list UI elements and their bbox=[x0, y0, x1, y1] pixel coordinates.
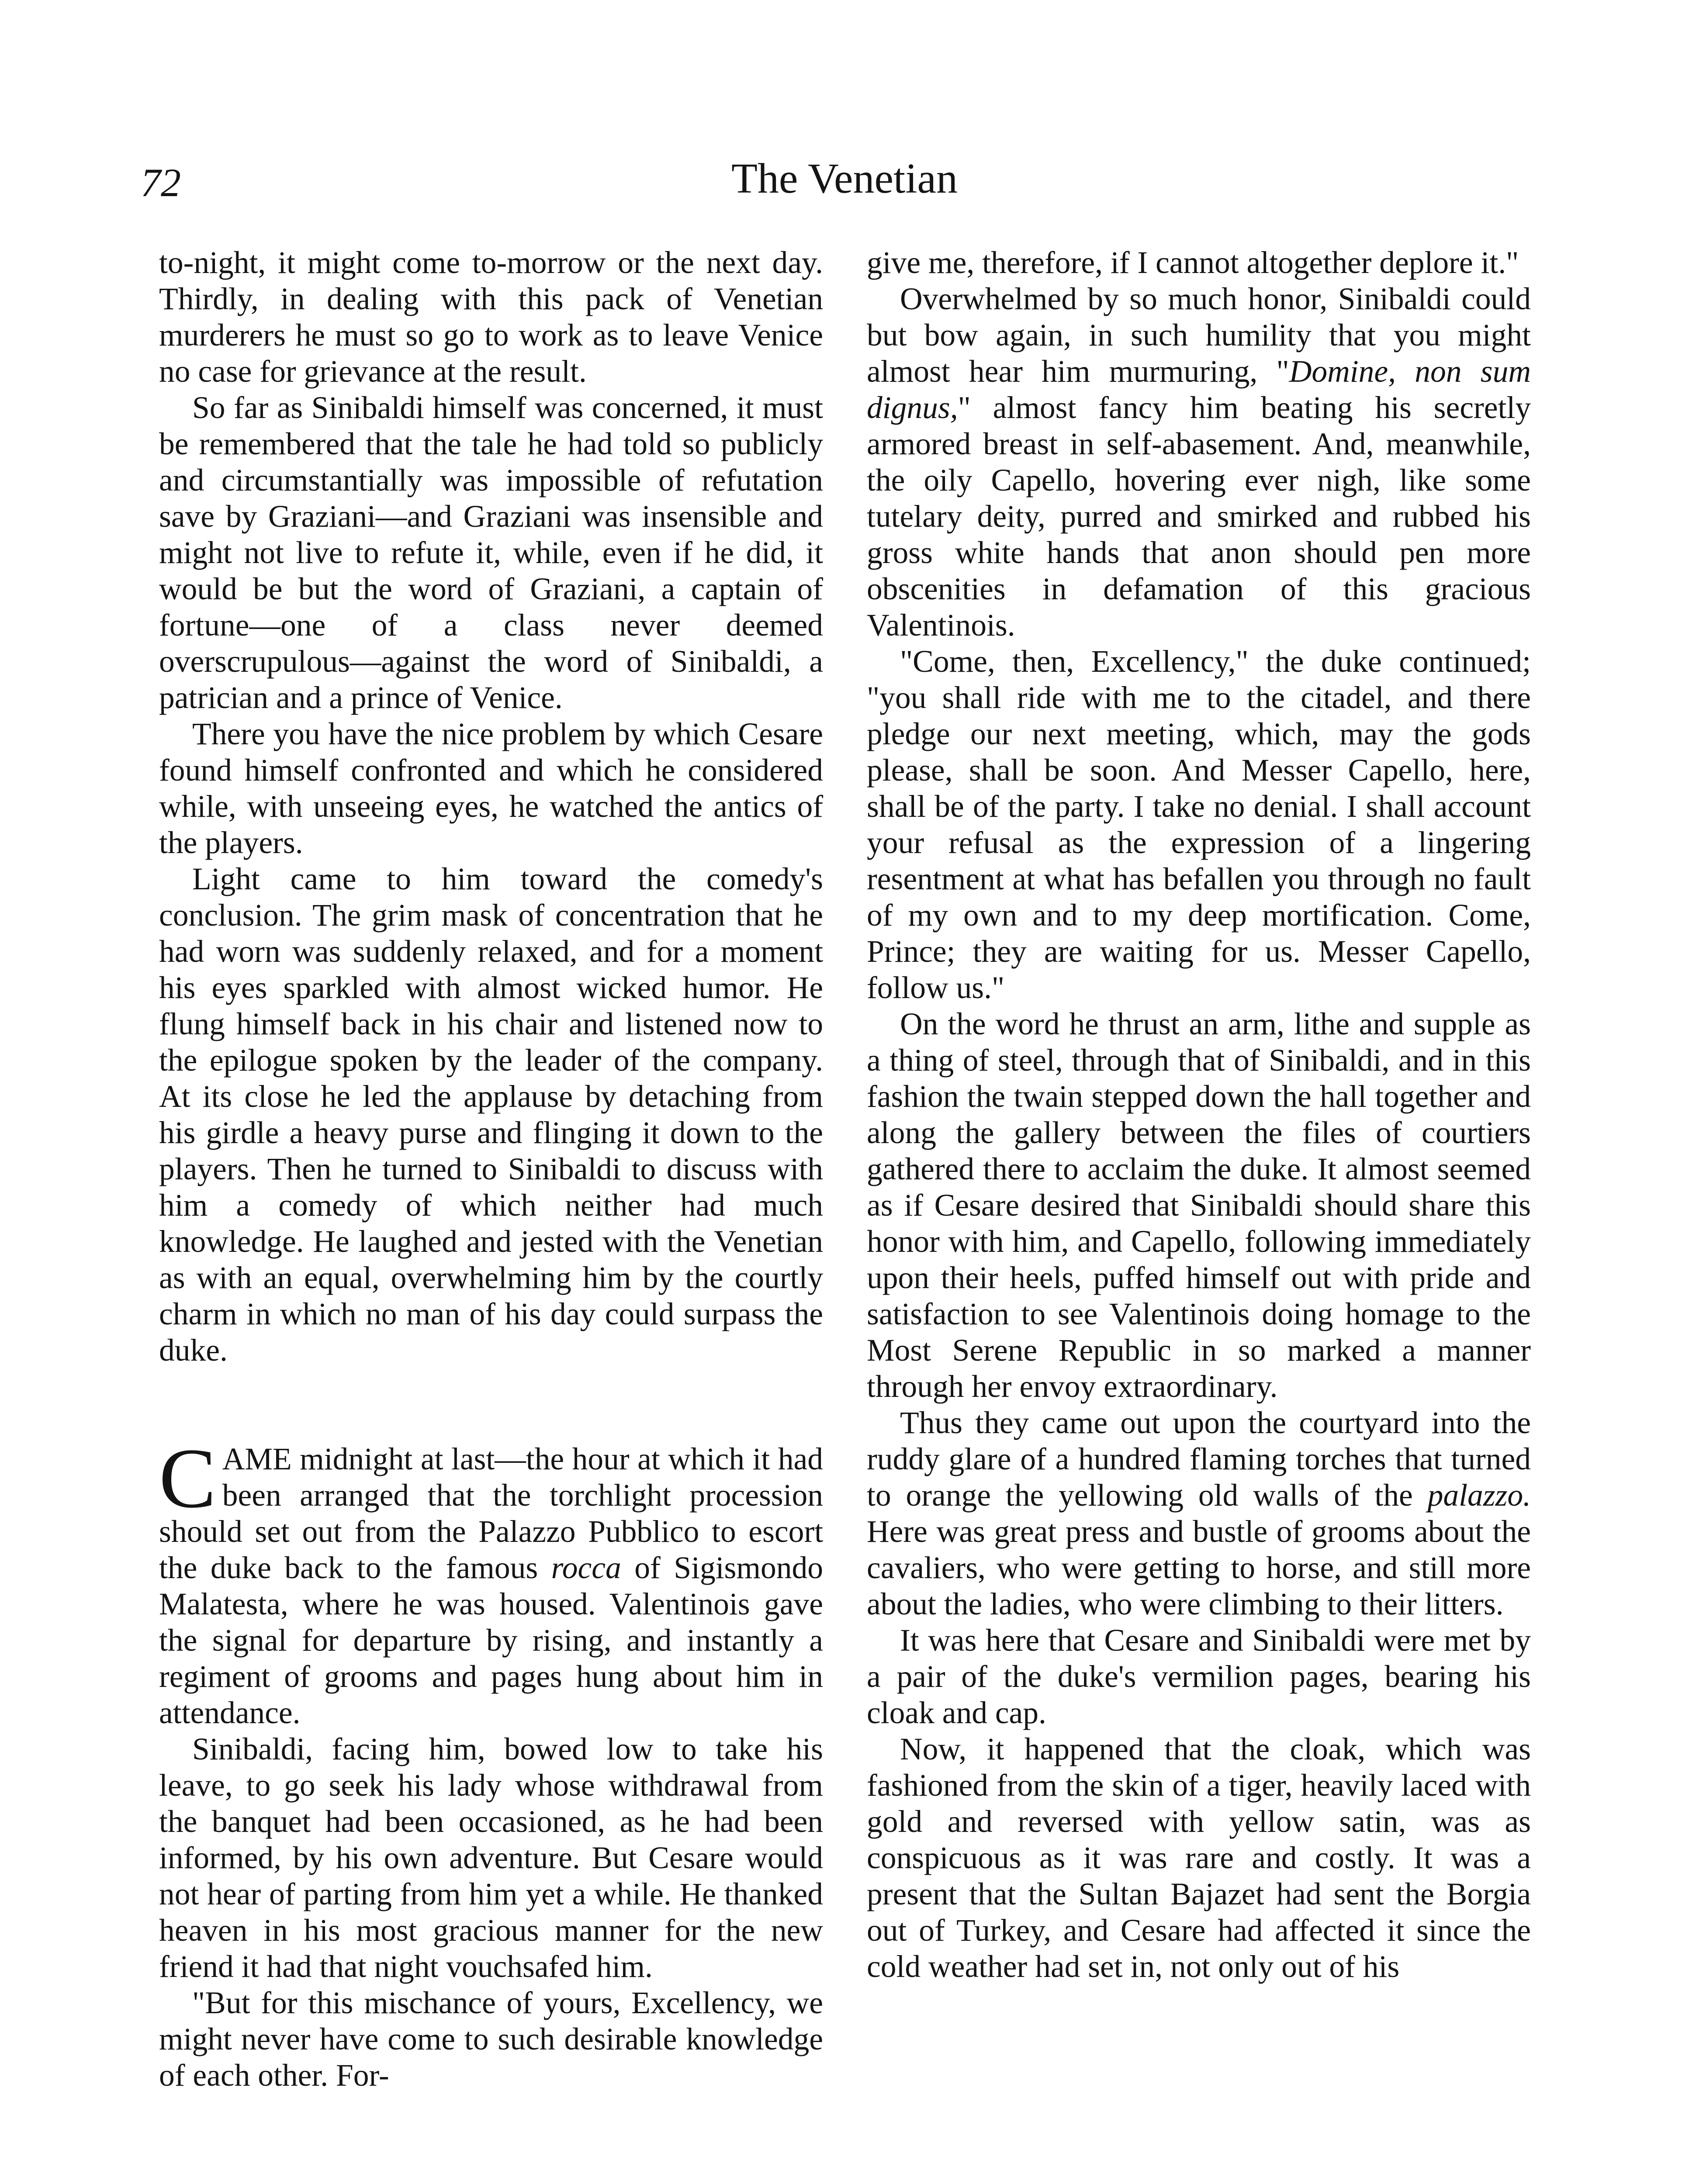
paragraph: On the word he thrust an arm, lithe and supple as a thing of steel, through that of Sinibaldi, and in this fashion the twain stepped down the hall together and along the gallery between the files of courtiers gathered there to acclaim the duke. It almost seemed as if Cesare desired that Sinibaldi should share this honor with him, and Capello, following immediately upon their heels, puffed himself out with pride and satisfaction to see Valentinois doing homage to the Most Serene Republic in so marked a manner through her envoy extraordinary. bbox=[867, 1007, 1531, 1404]
paragraph: give me, therefore, if I cannot altogether deplore it." bbox=[867, 245, 1519, 280]
text-run: of Sigismondo Malatesta, where he was housed. Valentinois gave the signal for departure by rising, and instantly a regiment of grooms and pages hung about him in attendance. bbox=[159, 1551, 823, 1730]
paragraph: There you have the nice problem by which Cesare found himself confronted and which he considered while, with unseeing eyes, he watched the antics of the players. bbox=[159, 717, 823, 860]
paragraph: "But for this mischance of yours, Excellency, we might never have come to such desirable knowledge of each other. For- bbox=[159, 1986, 823, 2093]
paragraph bbox=[867, 1405, 1531, 1622]
paragraph: Sinibaldi, facing him, bowed low to take his leave, to go seek his lady whose withdrawal from the banquet had been occasioned, as he had been informed, by his own adventure. But Cesare would not hear of parting from him yet a while. He thanked heaven in his most gracious manner for the new friend it had that night vouchsafed him. bbox=[159, 1732, 823, 1984]
text-run: Overwhelmed by so much honor, Sinibaldi could but bow again, in such humility that you might almost hear him murmuring, " bbox=[867, 282, 1531, 389]
text-column-left bbox=[159, 245, 823, 2094]
italic-word: palazzo. bbox=[1427, 1478, 1531, 1513]
paragraph: to-night, it might come to-morrow or the next day. Thirdly, in dealing with this pack of Venetian murderers he must so go to work as to leave Venice no case for grievance at the result. bbox=[159, 245, 823, 389]
text-run: " almost fancy him beating his secretly armored breast in self-abasement. And, meanwhile, the oily Capello, hovering ever nigh, like some tutelary deity, purred and smirked and rubbed his gross white hands that anon should pen more obscenities in defamation of this gracious Valentinois. bbox=[867, 390, 1531, 643]
italic-word: rocca bbox=[551, 1551, 621, 1585]
paragraph: So far as Sinibaldi himself was concerned, it must be remembered that the tale he had told so publicly and circumstantially was impossible of refutation save by Graziani—and Graziani was insensible and might not live to refute it, while, even if he did, it would be but the word of Graziani, a captain of fortune—one of a class never deemed overscrupulous—against the word of Sinibaldi, a patrician and a prince of Venice. bbox=[159, 390, 823, 715]
page-number: 72 bbox=[141, 160, 181, 205]
paragraph: "Come, then, Excellency," the duke continued; "you shall ride with me to the citadel, and there pledge our next meeting, which, may the gods please, shall be soon. And Messer Capello, here, shall be of the party. I take no denial. I shall account your refusal as the expression of a lingering resentment at what has befallen you through no fault of my own and to my deep mortification. Come, Prince; they are waiting for us. Messer Capello, follow us." bbox=[867, 644, 1531, 1005]
paragraph: Now, it happened that the cloak, which was fashioned from the skin of a tiger, heavily laced with gold and reversed with yellow satin, was as conspicuous as it was rare and costly. It was a present that the Sultan Bajazet had sent the Borgia out of Turkey, and Cesare had affected it since the cold weather had set in, not only out of his bbox=[867, 1732, 1531, 1984]
text-run: Here was great press and bustle of grooms about the cavaliers, who were getting to horse, and still more about the ladies, who were climbing to their litters. bbox=[867, 1514, 1531, 1621]
italic-phrase: Domine, non sum dignus, bbox=[867, 354, 1531, 425]
running-title: The Venetian bbox=[731, 155, 958, 202]
text-run: Thus they came out upon the courtyard into the ruddy glare of a hundred flaming torches that turned to orange the yellowing old walls of the bbox=[867, 1406, 1531, 1513]
paragraph bbox=[867, 281, 1531, 643]
section-break bbox=[159, 1368, 823, 1441]
text-run: CAME midnight at last—the hour at which it had been arranged that the torchlight procession should set out from the Palazzo Pubblico to escort the duke back to the famous bbox=[159, 1431, 823, 1585]
paragraph-dropcap bbox=[159, 1431, 823, 1731]
paragraph: Light came to him toward the comedy's conclusion. The grim mask of concentration that he had worn was suddenly relaxed, and for a moment his eyes sparkled with almost wicked humor. He flung himself back in his chair and listened now to the epilogue spoken by the leader of the company. At its close he led the applause by detaching from his girdle a heavy purse and flinging it down to the players. Then he turned to Sinibaldi to discuss with him a comedy of which neither had much knowledge. He laughed and jested with the Venetian as with an equal, overwhelming him by the courtly charm in which no man of his day could surpass the duke. bbox=[159, 862, 823, 1368]
text-column-right bbox=[867, 245, 1531, 1985]
paragraph: It was here that Cesare and Sinibaldi were met by a pair of the duke's vermilion pages, bearing his cloak and cap. bbox=[867, 1623, 1531, 1730]
